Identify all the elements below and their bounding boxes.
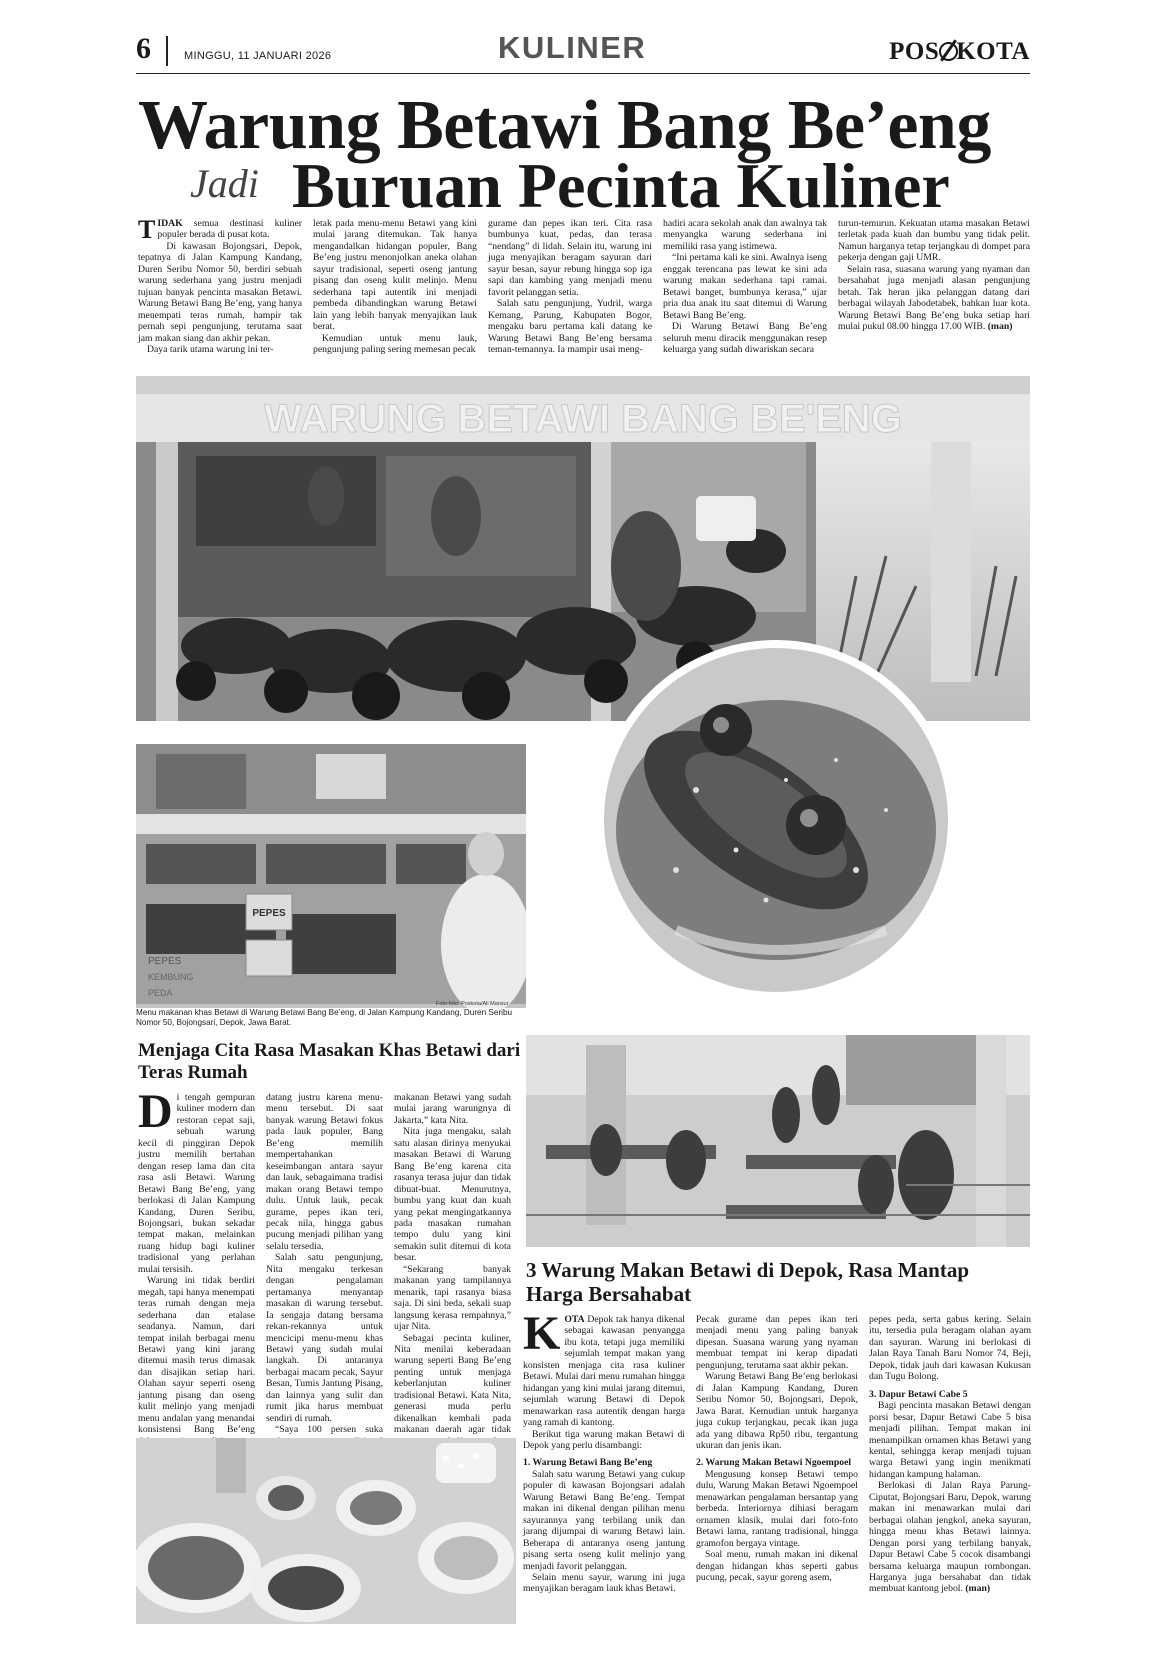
headline-kicker: Jadi <box>190 161 259 206</box>
lead-paragraph: “Ini pertama kali ke sini. Awalnya iseng enggak terencana pas lewat ke sini ada warung makan sederhana tapi ramai. Betawi banget, bumbunya kerasa,” ujar pria dua anak itu saat ditemui di Warung Betawi Bang Be’eng. <box>663 252 827 321</box>
section-rubric: KULINER <box>498 30 647 65</box>
logo-text-right: KOTA <box>956 38 1030 65</box>
display-label-kembung: KEMBUNG <box>148 972 194 982</box>
article2-paragraph: datang justru karena menu-menu tersebut. Di saat banyak warung Betawi fokus pada lauk populer, Bang Be’eng memilih mempertahankan keseimbangan antara sayur dan lauk, sebagaimana tradisi makan orang Betawi tempo dulu. Untuk lauk, pecak gurame, pepes ikan teri, pecak nila, hingga gabus pucung menjadi pilihan yang selalu tersedia. <box>266 1092 383 1252</box>
header-divider <box>166 36 168 66</box>
lead-paragraph: Di Warung Betawi Bang Be’eng seluruh menu diracik menggunakan resep keluarga yang sudah diwariskan secara <box>663 321 827 355</box>
article3-paragraph: Warung Betawi Bang Be’eng berlokasi di Jalan Kampung Kandang, Duren Seribu Nomor 50, Bojongsari, Depok, Jawa Barat. Kemudian untuk harganya juga cukup terjangkau, pecak ikan juga ada yang dibawa Rp50 ribu, tergantung ukuran dan jenis ikan. <box>696 1371 858 1451</box>
photo-caption: Menu makanan khas Betawi di Warung Betawi Bang Be’eng, di Jalan Kampung Kandang, Duren Seribu Nomor 50, Bojongsari, Depok, Jawa Barat. <box>136 1008 513 1027</box>
article2-paragraph: i tengah gempuran kuliner modern dan restoran cepat saji, sebuah warung kecil di pinggiran Depok justru memilih bertahan dengan resep lama dan cita rasa asli Betawi. Warung Betawi Bang Be’eng, yang berlokasi di Jalan Kampung Kandang, Duren Seribu, Bojongsari, bukan sekadar tempat makan, melainkan ruang hidup bagi kuliner tradisional yang perlahan mulai tersisih. <box>138 1092 255 1275</box>
article3-paragraph: Soal menu, rumah makan ini dikenal dengan hidangan khas seperti gabus pucung, pecak, sayur goreng asem, <box>696 1549 858 1583</box>
article2-column-2 <box>266 1092 383 1470</box>
pecak-dish-illustration <box>526 630 1026 1000</box>
byline: (man) <box>987 321 1013 333</box>
lead-article-column-3 <box>488 218 652 355</box>
edition-date: MINGGU, 11 JANUARI 2026 <box>184 50 332 62</box>
article3-column-3 <box>869 1314 1031 1595</box>
lead-article-column-4 <box>663 218 827 355</box>
lead-article-column-2 <box>313 218 477 355</box>
article2-dropcap: D <box>138 1085 173 1138</box>
photo-credit: Foto-foto: Poskota/Ali Mansur <box>436 1001 509 1007</box>
article3-column-1 <box>523 1307 685 1595</box>
lead-paragraph: turun-temurun. Kekuatan utama masakan Betawi terletak pada kuah dan bumbu yang tidak pelit. Namun harganya tetap terjangkau di dompet para pekerja dengan gaji UMR. <box>838 218 1030 264</box>
lead-paragraph: Di kawasan Bojongsari, Depok, tepatnya di Jalan Kampung Kandang, Duren Seribu Nomor 50, berdiri sebuah warung sederhana yang justru menjadi tujuan banyak pencinta masakan Betawi. Warung Betawi Bang Be’eng, yang hanya menempati teras rumah, hampir tak pernah sepi pengunjung, terutama saat jam makan siang dan akhir pekan. <box>138 240 302 344</box>
article3-paragraph: pepes peda, serta gabus kering. Selain itu, tersedia pula beragam olahan ayam dan sayuran. Warung ini berlokasi di Jalan Raya Tanah Baru Nomor 74, Beji, Depok, tidak jauh dari kawasan Kukusan dan Tugu Bolong. <box>869 1314 1031 1383</box>
article3-paragraph: Mengusung konsep Betawi tempo dulu, Warung Makan Betawi Ngoempoel menawarkan pengalaman bersantap yang berbeda. Interiornya dihiasi beragam ornamen klasik, mulai dari foto-foto Betawi lama, rantang tradisional, hingga gramofon bergaya vintage. <box>696 1468 858 1549</box>
article3-paragraph: Pecak gurame dan pepes ikan teri menjadi menu yang paling banyak dipesan. Suasana warung yang nyaman membuat tempat ini kerap dipadati pengunjung, terutama saat akhir pekan. <box>696 1314 858 1371</box>
lead-dropcap: T <box>138 215 156 244</box>
article3-paragraph: Salah satu warung Betawi yang cukup populer di kawasan Bojongsari adalah Warung Betawi Bang Be’eng. Tempat makan ini dikenal dengan pilihan menu sayurannya yang terbilang unik dan jarang dijumpai di warung Betawi lain. Beberapa di antaranya oseng jantung pisang serta oseng kulit melinjo yang menjadi favorit pelanggan. <box>523 1468 685 1572</box>
page-header <box>136 30 1030 74</box>
table-spread-photo <box>136 1438 516 1624</box>
lead-paragraph: hadiri acara sekolah anak dan awalnya tak menyangka warung sederhana ini memiliki rasa yang istimewa. <box>663 218 827 252</box>
display-case-illustration <box>136 744 526 1008</box>
lead-article-column-1 <box>138 215 303 355</box>
lead-paragraph: letak pada menu-menu Betawi yang kini mulai jarang ditemukan. Tak hanya mengandalkan hidangan populer, Bang Be’eng justru menonjolkan aneka olahan sayur tradisional, seperti oseng jantung pisang dan oseng kulit melinjo. Menu sederhana tapi autentik ini menjadi pembeda dibandingkan warung Betawi lain yang lebih banyak menyajikan lauk berat. <box>313 218 477 333</box>
headline-line-2: Buruan Pecinta Kuliner <box>292 150 950 221</box>
article3-title: 3 Warung Makan Betawi di Depok, Rasa Mantap Harga Bersahabat <box>526 1258 970 1306</box>
article2-paragraph: Salah satu pengunjung, Nita mengaku terkesan dengan pengalaman pertamanya menyantap masakan di warung tersebut. Ia sengaja datang bersama rekan-rekannya untuk mencicipi menu-menu khas Betawi yang sudah mulai langkah. Di antaranya berbagai macam pecak, Sayur Besan, Tumis Jantung Pisang, dan lainnya yang sulit dan rumit jika harus membuat sendiri di rumah. <box>266 1252 383 1424</box>
display-label-peda: PEDA <box>148 988 173 998</box>
lead-paragraph: Salah satu pengunjung, Yudril, warga Kemang, Parung, Kabupaten Bogor, mengaku baru pertama kali datang ke Warung Betawi Bang Be’eng bersama teman-temannya. Ia mampir usai meng- <box>488 298 652 355</box>
article2-paragraph: Sebagai pecinta kuliner, Nita menilai keberadaan warung seperti Bang Be’eng penting untuk menjaga keberlanjutan kuliner tradisional Betawi. Kata Nita, generasi muda perlu dikenalkan kembali pada makanan daerah agar tidak <box>394 1332 511 1436</box>
warung-list-heading-2: 2. Warung Makan Betawi Ngoempoel <box>696 1457 852 1469</box>
display-case-photo <box>136 744 526 1008</box>
article2-paragraph: “Saya 100 persen suka <box>275 1424 383 1436</box>
pecak-dish-photo <box>526 630 1026 1000</box>
lead-dropcap-rest: IDAK <box>157 218 183 229</box>
article3-dropcap-rest: OTA <box>564 1314 585 1325</box>
article2-paragraph: Nita juga mengaku, salah satu alasan dirinya menyukai masakan Betawi di Warung Bang Be’eng karena cita rasanya terasa jujur dan tidak dibuat-buat. Menurutnya, bumbu yang kuat dan kuah yang pekat mengingatkannya pada masakan rumahan tempo dulu yang kini semakin sulit ditemui di kota besar. <box>394 1126 511 1264</box>
article3-paragraph: Berikut tiga warung makan Betawi di Depok yang perlu disambangi: <box>523 1428 685 1451</box>
logo-text-left: POS <box>889 38 940 65</box>
poskota-logo <box>889 38 1030 66</box>
article2-column-1 <box>138 1085 255 1459</box>
display-label-pepes: PEPES <box>252 908 286 919</box>
banner-text: WARUNG BETAWI BANG BE'ENG <box>264 397 902 441</box>
article2-paragraph: “Sekarang banyak makanan yang tampilannya menarik, tapi rasanya biasa saja. Di sini beda, sekali suap langsung kerasa rempahnya,” ujar Nita. <box>394 1263 511 1333</box>
dining-room-illustration <box>526 1035 1030 1247</box>
dining-room-photo <box>526 1035 1030 1247</box>
lead-paragraph: Daya tarik utama warung ini ter- <box>147 343 274 355</box>
article2-title: Menjaga Cita Rasa Masakan Khas Betawi dari Teras Rumah <box>138 1040 521 1083</box>
lead-article-column-5 <box>838 218 1030 333</box>
warung-list-heading-1: 1. Warung Betawi Bang Be’eng <box>523 1457 653 1469</box>
headline-line-1: Warung Betawi Bang Be’eng <box>138 87 991 164</box>
article3-column-2 <box>696 1314 858 1583</box>
lead-paragraph: semua destinasi kuliner populer berada di pusat kota. <box>157 218 303 241</box>
lead-paragraph: gurame dan pepes ikan teri. Cita rasa bumbunya kuat, pedas, dan terasa “nendang” di lidah. Selain itu, warung ini juga menyajikan beragam sayuran dari sayur besan, sayur rebung hingga sop iga sapi dan kambing yang menjadi menu favorit pelanggan setia. <box>488 218 652 298</box>
byline: (man) <box>965 1583 991 1595</box>
display-label-pepes-2: PEPES <box>148 956 182 967</box>
page-number: 6 <box>136 32 151 65</box>
article3-dropcap: K <box>523 1307 561 1360</box>
article3-paragraph: Bagi pencinta masakan Betawi dengan porsi besar, Dapur Betawi Cabe 5 bisa menjadi pilihan. Tempat makan ini menampilkan ornamen khas Betawi yang kental, sehingga kerap menjadi tujuan warga Betawi yang ingin menikmati hidangan kampung halaman. <box>869 1400 1031 1480</box>
article2-paragraph: makanan Betawi yang sudah mulai jarang warungnya di Jakarta,” kata Nita. <box>394 1092 511 1126</box>
article2-paragraph: Warung ini tidak berdiri megah, tapi hanya menempati teras rumah dengan meja sederhana dan etalase seadanya. Namun, dari tempat inilah berbagai menu Betawi yang kini jarang ditemui masih terus dimasak dan disajikan setiap hari. Olahan sayur seperti oseng jantung pisang dan oseng kulit melinjo yang menjadi menu andalan yang menandai konsistensi Bang Be’eng <box>138 1275 255 1436</box>
article3-paragraph: Selain menu sayur, warung ini juga menyajikan beragam lauk khas Betawi. <box>523 1571 685 1595</box>
article3-paragraph: Berlokasi di Jalan Raya Parung-Ciputat, Bojongsari Baru, Depok, warung makan ini menawarkan mulai dari berbagai olahan jengkol, aneka sayuran, hingga menu khas Betawi lainnya. Dengan porsi yang terbilang banyak, Dapur Betawi Cabe 5 cocok disambangi bersama keluarga maupun rombongan. Harganya juga bersahabat dan tidak membuat kantong jebol. <box>869 1480 1031 1595</box>
lead-paragraph: Selain rasa, suasana warung yang nyaman dan bersahabat juga menjadi alasan pengunjung betah. Tak heran jika pelanggan datang dari berbagai wilayah Jabodetabek, bahkan luar kota. Warung Betawi Bang Be’eng buka setiap hari mulai pukul 08.00 hingga 17.00 WIB. <box>838 263 1030 333</box>
article2-column-3 <box>394 1092 511 1459</box>
article3-paragraph: Depok tak hanya dikenal sebagai kawasan penyangga ibu kota, tetapi juga memiliki sejumlah tempat makan yang konsisten menjaga cita rasa kuliner Betawi. Mulai dari menu rumahan hingga hidangan yang kini mulai jarang ditemui, sejumlah warung Betawi di Depok menawarkan rasa autentik dengan harga yang ramah di kantong. <box>523 1314 685 1429</box>
lead-paragraph: Kemudian untuk menu lauk, pengunjung paling sering memesan pecak <box>313 332 477 355</box>
table-spread-illustration <box>136 1438 516 1624</box>
warung-list-heading-3: 3. Dapur Betawi Cabe 5 <box>869 1388 968 1400</box>
